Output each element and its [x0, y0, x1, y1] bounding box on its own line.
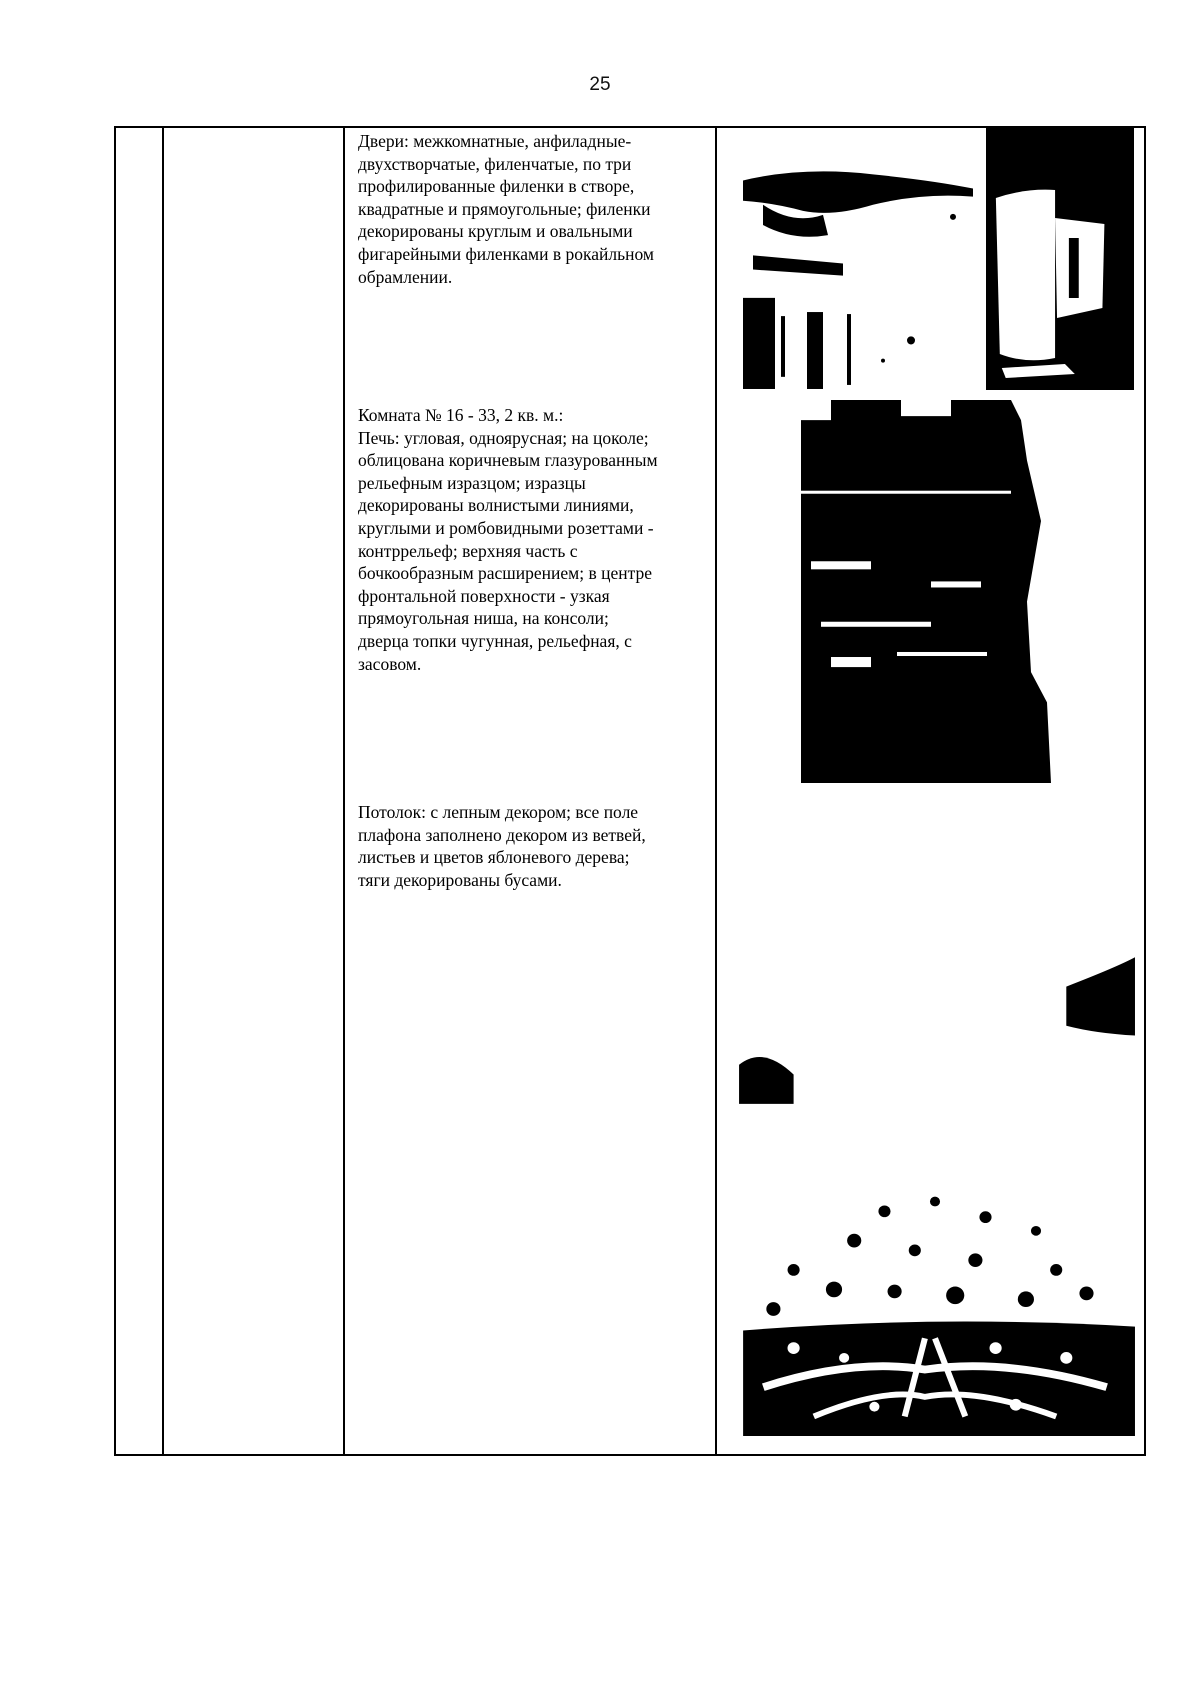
doors-photo-left [733, 144, 976, 390]
column-divider [162, 128, 164, 1454]
doors-photo-right [986, 128, 1134, 390]
column-divider [343, 128, 345, 1454]
inventory-table [114, 126, 1146, 1456]
stove-description: Комната № 16 - 33, 2 кв. м.: Печь: угловая, одноярусная; на цоколе; облицована коричневым глазурованным рельефным изразцом; изразцы декорированы волнистыми линиями, круглыми и ромбовидными розеттами - контррельеф; верхняя часть с бочкообразным расширением; в центре фронтальной поверхности - узкая прямоугольная ниша, на консоли; дверца топки чугунная, рельефная, с засовом. [358, 405, 658, 674]
page-number: 25 [589, 74, 611, 95]
ceiling-description: Потолок: с лепным декором; все поле плафона заполнено декором из ветвей, листьев и цветов яблоневого дерева; тяги декорированы бусами. [358, 802, 646, 890]
ceiling-photo [733, 928, 1137, 1436]
doors-description: Двери: межкомнатные, анфиладные- двухстворчатые, филенчатые, по три профилированные филенки в створе, квадратные и прямоугольные; филенки декорированы круглым и овальными фигарейными филенками в рокайльном обрамлении. [358, 131, 654, 287]
stove-photo [801, 400, 1067, 783]
column-divider [715, 128, 717, 1454]
